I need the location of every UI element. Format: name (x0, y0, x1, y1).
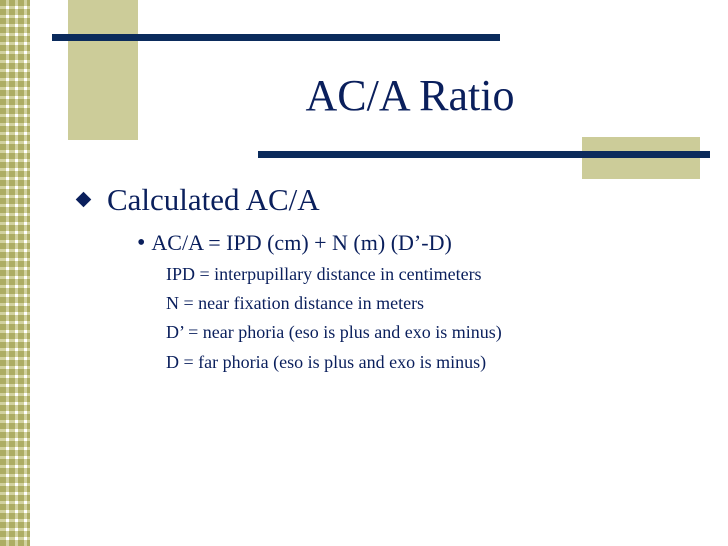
slide-title: AC/A Ratio (305, 71, 515, 120)
diamond-bullet-icon (76, 192, 92, 208)
bullet-level1 (74, 180, 320, 220)
bullet-level1-text: Calculated AC/A (107, 182, 320, 217)
title-underline-rule (258, 151, 710, 158)
decorative-block-right (582, 137, 700, 179)
top-divider-rule (52, 34, 500, 41)
definition-d: D = far phoria (eso is plus and exo is minus) (166, 352, 487, 372)
bullet-level2-text: AC/A = IPD (cm) + N (m) (D’-D) (151, 230, 452, 255)
bullet-level2 (137, 228, 452, 258)
decorative-block-top (68, 0, 138, 140)
definition-n: N = near fixation distance in meters (166, 293, 425, 313)
definition-d-prime: D’ = near phoria (eso is plus and exo is minus) (166, 322, 502, 342)
definition-ipd: IPD = interpupillary distance in centimeters (166, 264, 482, 284)
decorative-left-pattern (0, 0, 30, 546)
dot-bullet-icon: • (137, 230, 146, 256)
